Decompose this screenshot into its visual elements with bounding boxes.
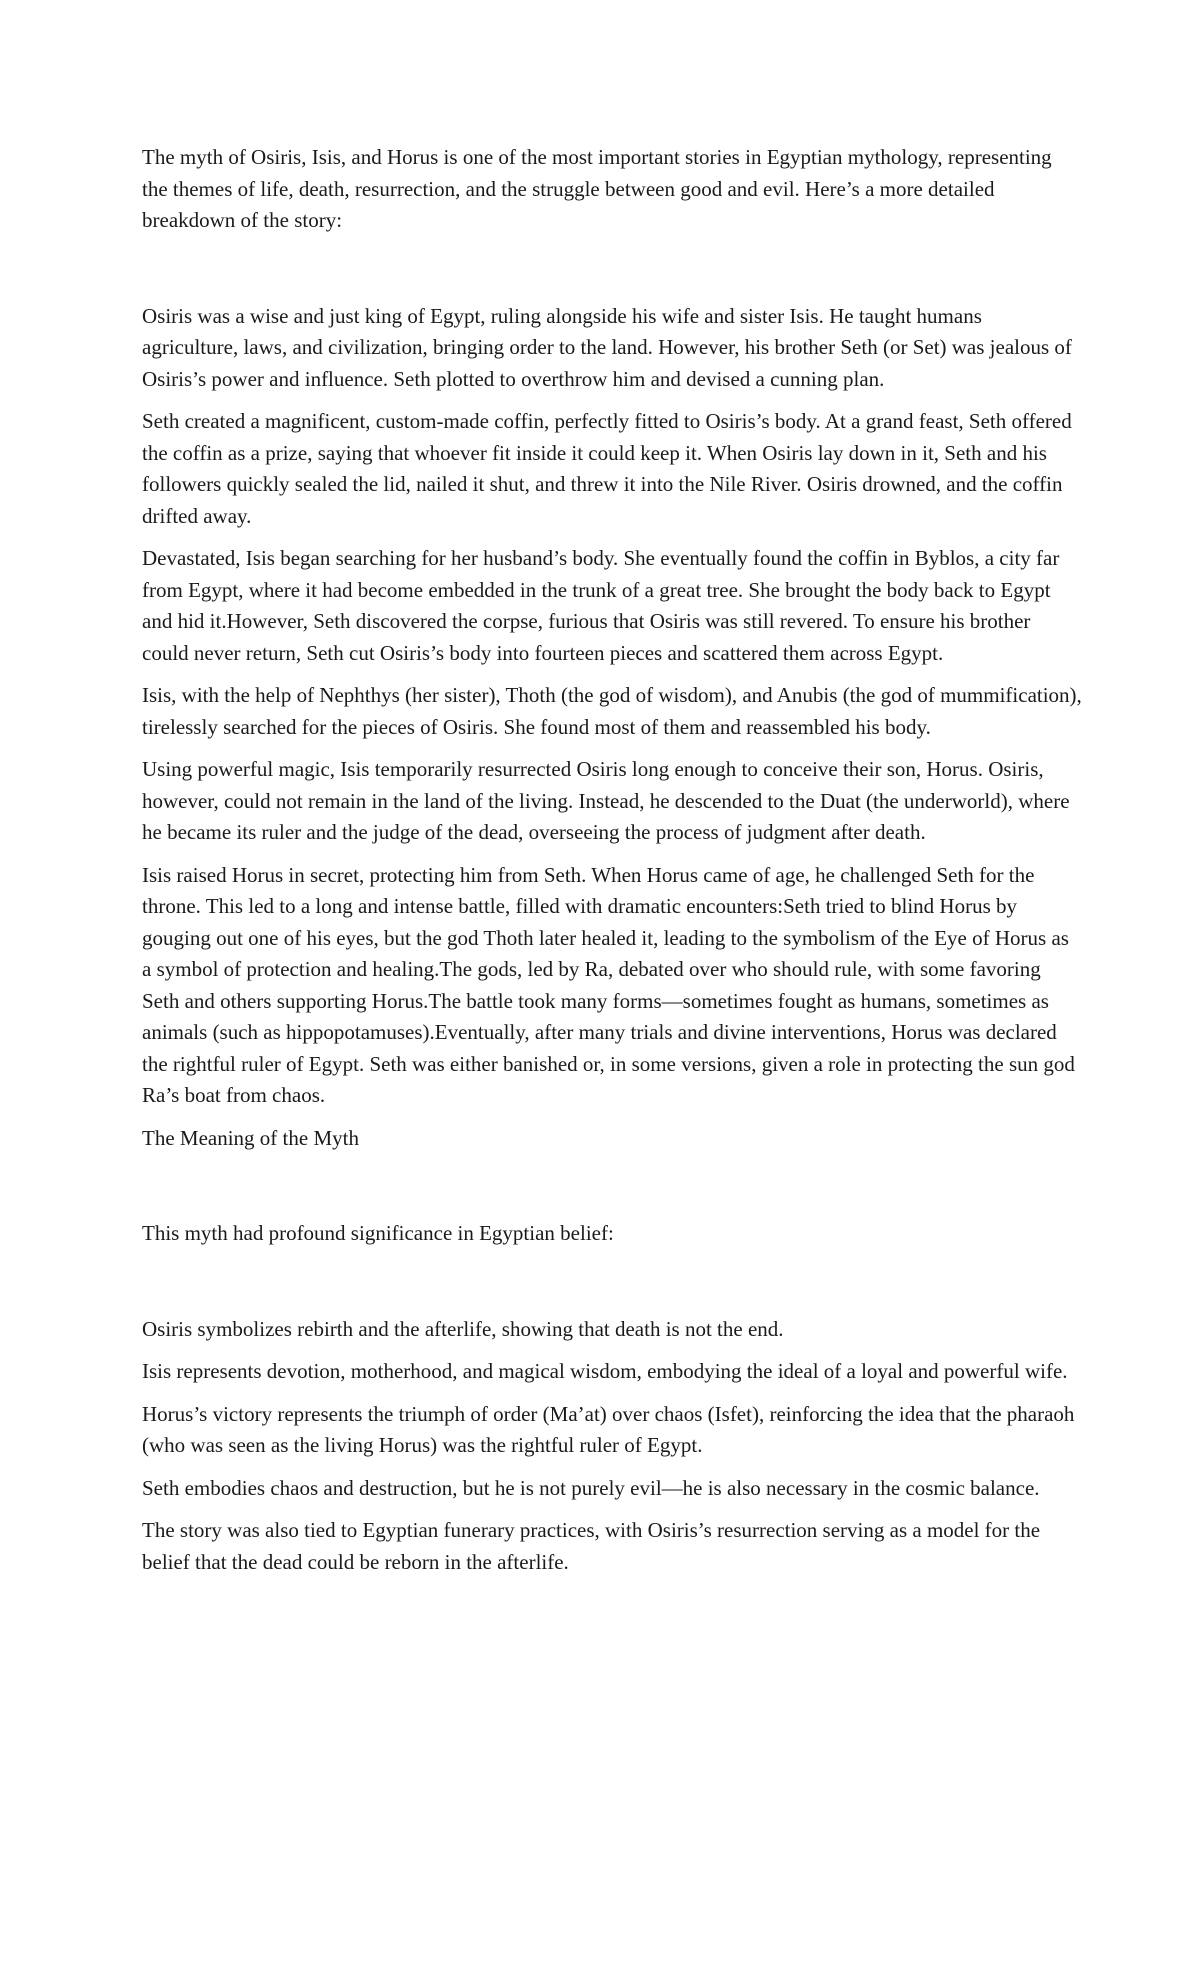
paragraph-seth-symbol: Seth embodies chaos and destruction, but he is not purely evil—he is also necessary in the cosmic balance. xyxy=(142,1475,1040,1500)
paragraph-battle: Isis raised Horus in secret, protecting him from Seth. When Horus came of age, he challenged Seth for the throne. This led to a long and intense battle, filled with dramatic encounters:Seth tried to blind Horus by gouging out one of his eyes, but the god Thoth later healed it, leading to the symbolism of the Eye of Horus as a symbol of protection and healing.The gods, led by Ra, debated over who should rule, with some favoring Seth and others supporting Horus.The battle took many forms—sometimes fought as humans, sometimes as animals (such as hippopotamuses).Eventually, after many trials and divine interventions, Horus was declared the rightful ruler of Egypt. Seth was either banished or, in some versions, given a role in protecting the sun god Ra’s boat from chaos. xyxy=(142,862,1075,1107)
paragraph-osiris-symbol: Osiris symbolizes rebirth and the afterlife, showing that death is not the end. xyxy=(142,1316,784,1341)
intro-paragraph: The myth of Osiris, Isis, and Horus is one of the most important stories in Egyptian mythology, representing the themes of life, death, resurrection, and the struggle between good and evil. Here’s a more detailed breakdown of the story: xyxy=(142,145,1052,232)
paragraph-funerary: The story was also tied to Egyptian funerary practices, with Osiris’s resurrection serving as a model for the belief that the dead could be reborn in the afterlife. xyxy=(142,1518,1041,1574)
document-body xyxy=(142,142,1082,1589)
paragraph-coffin: Seth created a magnificent, custom-made coffin, perfectly fitted to Osiris’s body. At a grand feast, Seth offered the coffin as a prize, saying that whoever fit inside it could keep it. When Osiris lay down in it, Seth and his followers quickly sealed the lid, nailed it shut, and threw it into the Nile River. Osiris drowned, and the coffin drifted away. xyxy=(142,409,1072,528)
paragraph-significance: This myth had profound significance in Egyptian belief: xyxy=(142,1221,614,1245)
paragraph-horus-symbol: Horus’s victory represents the triumph of order (Ma’at) over chaos (Isfet), reinforcing the idea that the pharaoh (who was seen as the living Horus) was the rightful ruler of Egypt. xyxy=(142,1401,1075,1457)
paragraph-osiris-king: Osiris was a wise and just king of Egypt, ruling alongside his wife and sister Isis. He taught humans agriculture, laws, and civilization, bringing order to the land. However, his brother Seth (or Set) was jealous of Osiris’s power and influence. Seth plotted to overthrow him and devised a cunning plan. xyxy=(142,303,1072,391)
paragraph-resurrection: Using powerful magic, Isis temporarily resurrected Osiris long enough to conceive their son, Horus. Osiris, however, could not remain in the land of the living. Instead, he descended to the Duat (the underworld), where he became its ruler and the judge of the dead, overseeing the process of judgment after death. xyxy=(142,757,1070,844)
paragraph-isis-symbol: Isis represents devotion, motherhood, and magical wisdom, embodying the ideal of a loyal and powerful wife. xyxy=(142,1359,1068,1383)
section-heading-meaning: The Meaning of the Myth xyxy=(142,1125,359,1150)
paragraph-reassembly: Isis, with the help of Nephthys (her sister), Thoth (the god of wisdom), and Anubis (the god of mummification), tirelessly searched for the pieces of Osiris. She found most of them and reassembled his body. xyxy=(142,683,1082,739)
paragraph-search: Devastated, Isis began searching for her husband’s body. She eventually found the coffin in Byblos, a city far from Egypt, where it had become embedded in the trunk of a great tree. She brought the body back to Egypt and hid it.However, Seth discovered the corpse, furious that Osiris was still revered. To ensure his brother could never return, Seth cut Osiris’s body into fourteen pieces and scattered them across Egypt. xyxy=(142,546,1060,665)
